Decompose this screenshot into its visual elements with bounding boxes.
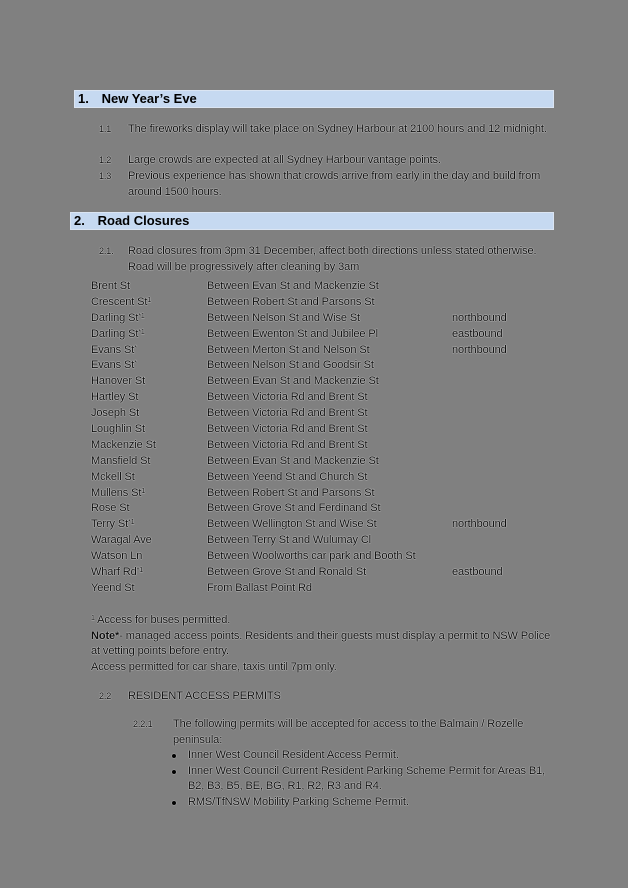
footnote-marker: *1 (138, 312, 145, 320)
paragraph-text: Previous experience has shown that crowds arrive from early in the day and build from around 1500 hours. (128, 170, 541, 198)
footnote-text: Access for buses permitted. (97, 614, 231, 626)
paragraph-number: 2.2.1 (133, 719, 153, 729)
closure-extent: Between Robert St and Parsons St (207, 295, 375, 308)
closure-extent: Between Ewenton St and Jubilee Pl (207, 327, 378, 340)
paragraph-text: The fireworks display will take place on Sydney Harbour at 2100 hours and 12 midnight. (128, 123, 547, 135)
street-name: Hartley St (91, 391, 139, 404)
closure-row (91, 486, 561, 502)
footnote-marker: *1 (138, 328, 145, 336)
closure-extent: Between Grove St and Ferdinand St (207, 502, 381, 515)
section-title: New Year’s Eve (101, 91, 197, 106)
street-name: Loughlin St (91, 423, 145, 436)
closure-row (91, 565, 561, 581)
street-name: Mckell St (91, 470, 135, 483)
closure-direction (452, 549, 552, 565)
closure-extent: Between Merton St and Nelson St (207, 343, 370, 356)
street-name: Hanover St (91, 375, 146, 388)
closure-extent: Between Yeend St and Church St (207, 470, 368, 483)
closure-direction (452, 390, 552, 406)
closure-row (91, 358, 561, 374)
closure-extent: Between Victoria Rd and Brent St (207, 438, 368, 451)
closure-direction (452, 406, 552, 422)
closure-row (91, 581, 561, 597)
closure-row (91, 327, 561, 343)
closure-direction (452, 486, 552, 502)
paragraph-number: 1.3 (99, 171, 112, 181)
street-name: Crescent St$^1$ (91, 295, 152, 308)
street-name: Darling St$^{*1}$ (91, 327, 145, 340)
footnote-buses (91, 613, 561, 629)
closure-extent: Between Robert St and Parsons St (207, 486, 375, 499)
section-title: Road Closures (97, 213, 190, 228)
paragraph-2-2-1 (133, 716, 563, 748)
street-name: Darling St$^{*1}$ (91, 311, 145, 324)
closure-direction (452, 374, 552, 390)
closure-direction (452, 422, 552, 438)
street-name: Brent St (91, 280, 130, 292)
closure-row (91, 343, 561, 359)
section-number: 2. (74, 213, 85, 228)
permit-item (170, 764, 560, 795)
closure-extent: Between Grove St and Ronald St (207, 566, 367, 579)
closure-direction (452, 581, 552, 597)
paragraph-number: 2.2 (99, 691, 112, 701)
section-heading-road-closures (70, 212, 554, 230)
paragraph-number: 2.1. (99, 246, 114, 256)
street-name: Joseph St (91, 407, 140, 420)
paragraph-text: The following permits will be accepted for access to the Balmain / Rozelle peninsula: (173, 718, 524, 746)
closure-extent: Between Evan St and Mackenzie St (207, 280, 379, 292)
closure-row (91, 295, 561, 311)
permit-text: Inner West Council Current Resident Parking Scheme Permit for Areas B1, B2, B3, B5, BE, BG, R1, R2, R3 and R4. (188, 764, 546, 792)
permit-item (170, 748, 560, 764)
note-label: Note* (91, 629, 120, 642)
paragraph-number: 1.1 (99, 124, 112, 134)
street-name: Rose St (91, 502, 130, 515)
closure-direction: eastbound (452, 566, 503, 579)
bullet-icon (172, 770, 176, 774)
paragraph-1-2 (99, 152, 559, 168)
closure-direction: northbound (452, 518, 507, 531)
closure-row (91, 438, 561, 454)
closure-row (91, 311, 561, 327)
closure-row (91, 517, 561, 533)
street-name: Mansfield St (91, 454, 151, 467)
section-number: 1. (78, 91, 89, 106)
closure-direction: eastbound (452, 327, 503, 340)
paragraph-title: RESIDENT ACCESS PERMITS (128, 690, 281, 702)
paragraph-number: 1.2 (99, 155, 112, 165)
closure-direction (452, 533, 552, 549)
footnote-marker: * (134, 360, 137, 368)
paragraph-text: Road closures from 3pm 31 December, affect both directions unless stated otherwise. Road will be progressively after cleaning by 3am (128, 245, 537, 273)
closure-extent: From Ballast Point Rd (207, 581, 312, 594)
note-managed-access (91, 629, 561, 660)
closure-notes (91, 613, 561, 675)
closure-row (91, 390, 561, 406)
street-name: Mullens St$^1$ (91, 486, 146, 499)
closure-extent: Between Victoria Rd and Brent St (207, 391, 368, 404)
closure-extent: Between Evan St and Mackenzie St (207, 375, 379, 388)
footnote-marker: 1 (147, 296, 152, 304)
closure-row (91, 454, 561, 470)
bullet-icon (172, 801, 176, 805)
closure-direction (452, 438, 552, 454)
street-name: Wharf Rd$^{*1}$ (91, 566, 144, 579)
closure-row (91, 279, 561, 295)
closure-direction (452, 470, 552, 486)
closure-row (91, 374, 561, 390)
closure-direction: northbound (452, 343, 507, 356)
footnote-marker: * (134, 344, 137, 352)
closure-extent: Between Terry St and Wulumay Cl (207, 534, 372, 547)
street-name: Yeend St (91, 581, 135, 594)
closure-extent: Between Evan St and Mackenzie St (207, 454, 379, 467)
closure-extent: Between Woolworths car park and Booth St (207, 550, 416, 563)
closure-direction (452, 279, 552, 295)
closure-row (91, 549, 561, 565)
closure-row (91, 422, 561, 438)
paragraph-2-1 (99, 243, 559, 275)
closure-extent: Between Wellington St and Wise St (207, 518, 377, 531)
street-name: Watson Ln (91, 550, 143, 563)
street-name: Evans St* (91, 359, 137, 372)
permit-text: Inner West Council Resident Access Permit. (188, 749, 399, 761)
bullet-icon (172, 754, 176, 758)
closure-extent: Between Victoria Rd and Brent St (207, 407, 368, 420)
street-name: Waragal Ave (91, 534, 152, 547)
closure-row (91, 470, 561, 486)
permits-list (170, 748, 560, 810)
closure-row (91, 406, 561, 422)
section-heading-new-years-eve (74, 90, 554, 108)
access-note: Access permitted for car share, taxis until 7pm only. (91, 660, 337, 673)
closure-row (91, 533, 561, 549)
street-name: Evans St* (91, 343, 137, 356)
permit-item (170, 795, 560, 811)
footnote-marker: *1 (136, 567, 144, 575)
note-text: - managed access points. Residents and their guests must display a permit to NSW Police at vetting points before entry. (91, 629, 551, 657)
road-closures-table (91, 279, 561, 597)
footnote-marker: 1 (91, 615, 95, 622)
footnote-marker: 1 (141, 487, 146, 495)
footnote-marker: *1 (128, 519, 135, 527)
closure-direction (452, 454, 552, 470)
paragraph-text: Large crowds are expected at all Sydney Harbour vantage points. (128, 154, 441, 166)
paragraph-1-3 (99, 168, 559, 200)
paragraph-1-1 (99, 121, 559, 137)
closure-extent: Between Nelson St and Wise St (207, 311, 361, 324)
street-name: Mackenzie St (91, 438, 156, 451)
permit-text: RMS/TfNSW Mobility Parking Scheme Permit. (188, 795, 409, 808)
closure-direction (452, 358, 552, 374)
street-name: Terry St$^{*1}$ (91, 518, 135, 531)
closure-row (91, 501, 561, 517)
closure-direction: northbound (452, 311, 507, 324)
closure-direction (452, 501, 552, 517)
paragraph-2-2 (99, 688, 559, 704)
closure-direction (452, 295, 552, 311)
closure-extent: Between Victoria Rd and Brent St (207, 423, 368, 436)
closure-extent: Between Nelson St and Goodsir St (207, 359, 374, 372)
